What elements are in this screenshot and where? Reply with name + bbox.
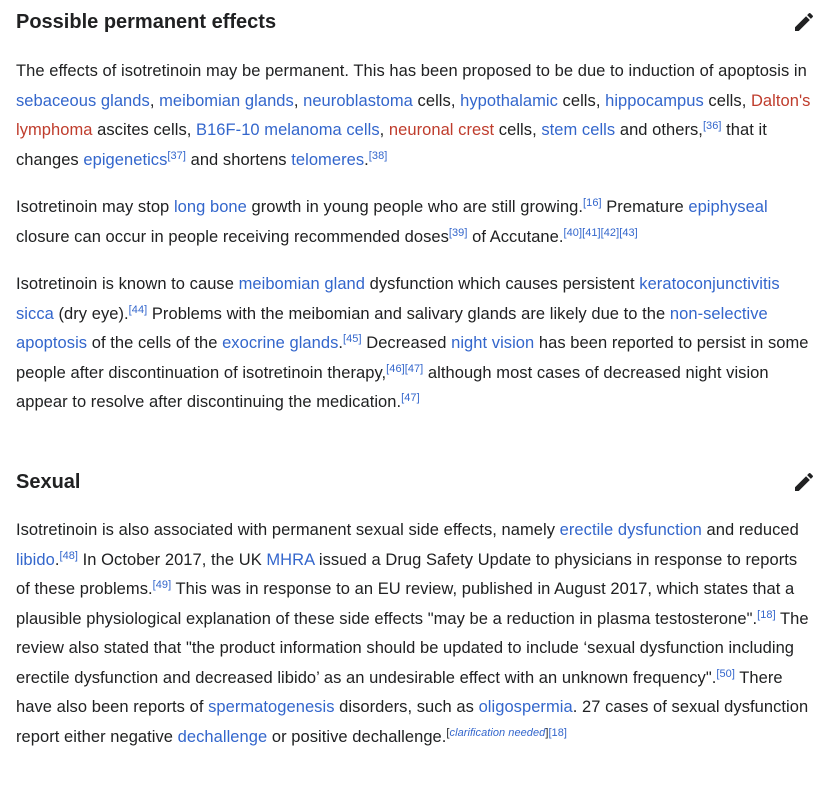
text: cells, (557, 91, 606, 110)
text: dysfunction which causes persistent (365, 275, 640, 293)
text: cells, (412, 91, 461, 110)
text: Premature (601, 198, 689, 216)
link-epigenetics[interactable]: epigenetics (83, 150, 168, 169)
text: that it changes (16, 121, 767, 169)
citation-37[interactable]: [37] (167, 149, 186, 162)
citation-39[interactable]: [39] (448, 226, 468, 239)
text: The effects of isotretinoin may be permanent. This has been proposed to be due to induction of apoptosis in (16, 62, 807, 80)
text: and reduced (701, 521, 799, 539)
citation-42[interactable]: [42] (600, 226, 620, 239)
link-sebaceous-glands[interactable]: sebaceous glands (16, 91, 150, 110)
text: The review also stated that "the product information should be updated to include ‘sexual dysfunction including erectile dysfunction and decreased libido’ as an undesirable effect with an unknown frequency". (16, 609, 809, 687)
paragraph-sexual-effects (16, 516, 814, 752)
text: In October 2017, the UK (78, 550, 267, 569)
link-stem-cells[interactable]: stem cells (541, 121, 616, 139)
citation-16[interactable]: [16] (583, 197, 602, 209)
citation-47[interactable]: [47] (401, 392, 420, 404)
citation-46[interactable]: [46] (386, 362, 405, 375)
text: cells, (494, 121, 542, 139)
link-dechallenge[interactable]: dechallenge (177, 727, 268, 746)
section-possible-permanent-effects (16, 8, 814, 36)
clarification-bracket: ] (545, 726, 549, 739)
text: Problems with the meibomian and salivary glands are likely due to the (147, 304, 670, 323)
text: although most cases of decreased night vision appear to resolve after discontinuing the medication. (16, 363, 769, 411)
text: There have also been reports of (16, 668, 783, 716)
edit-section-button[interactable] (792, 470, 816, 494)
pencil-icon (792, 10, 816, 34)
link-mhra[interactable]: MHRA (266, 550, 315, 569)
link-telomeres[interactable]: telomeres (291, 150, 365, 169)
citation-43[interactable]: [43] (619, 226, 638, 239)
text: Decreased (361, 334, 452, 352)
link-libido[interactable]: libido (16, 550, 55, 569)
text: closure can occur in people receiving recommended doses (16, 227, 449, 246)
link-erectile-dysfunction[interactable]: erectile dysfunction (559, 521, 702, 539)
citation-18[interactable]: [18] (757, 608, 776, 621)
text: has been reported to persist in some people after discontinuation of isotretinoin therapy, (16, 334, 809, 382)
link-exocrine-glands[interactable]: exocrine glands (222, 334, 339, 352)
redlink-daltons-lymphoma[interactable]: Dalton's lymphoma (16, 91, 811, 139)
text: . (54, 550, 60, 569)
citation-47[interactable]: [47] (404, 362, 424, 375)
heading-text: Possible permanent effects (16, 11, 277, 33)
edit-section-button[interactable] (792, 10, 816, 34)
citation-50[interactable]: [50] (716, 667, 735, 680)
text: Isotretinoin is known to cause (16, 275, 239, 293)
link-meibomian-gland[interactable]: meibomian gland (238, 275, 366, 293)
text: . (338, 334, 344, 352)
clarification-bracket: [ (446, 726, 450, 739)
text: of the cells of the (87, 334, 223, 352)
link-spermatogenesis[interactable]: spermatogenesis (208, 698, 335, 716)
citation-38[interactable]: [38] (368, 149, 388, 162)
link-long-bone[interactable]: long bone (173, 198, 247, 216)
link-hypothalamic[interactable]: hypothalamic (460, 91, 558, 110)
section-heading (16, 468, 814, 496)
clarification-needed-link[interactable]: clarification needed (449, 726, 546, 739)
text: and others, (615, 121, 703, 139)
text: , (293, 91, 304, 110)
text: , (149, 91, 160, 110)
text: . 27 cases of sexual dysfunction report either negative (16, 698, 809, 746)
text: of Accutane. (467, 227, 564, 246)
text: Isotretinoin may stop (16, 198, 174, 216)
citation-40[interactable]: [40] (563, 226, 583, 239)
pencil-icon (792, 470, 816, 494)
link-meibomian-glands[interactable]: meibomian glands (159, 91, 294, 110)
heading-text: Sexual (16, 471, 81, 493)
citation-18[interactable]: [18] (548, 726, 567, 739)
citation-49[interactable]: [49] (152, 579, 172, 591)
text: and shortens (185, 150, 292, 169)
citation-44[interactable]: [44] (128, 303, 148, 316)
link-b16f10-melanoma-cells[interactable]: B16F-10 melanoma cells (196, 121, 380, 139)
link-night-vision[interactable]: night vision (451, 334, 535, 352)
redlink-neuronal-crest[interactable]: neuronal crest (388, 121, 495, 139)
link-epiphyseal[interactable]: epiphyseal (688, 198, 768, 216)
text: growth in young people who are still growing. (246, 198, 584, 216)
text: or positive dechallenge. (267, 727, 447, 746)
text: . (364, 150, 369, 169)
citation-45[interactable]: [45] (343, 333, 362, 345)
text: issued a Drug Safety Update to physicians in response to reports of these problems. (16, 550, 798, 598)
text: disorders, such as (334, 698, 479, 716)
text: ascites cells, (92, 121, 197, 139)
citation-36[interactable]: [36] (702, 120, 722, 132)
text: , (379, 121, 389, 139)
text: This was in response to an EU review, published in August 2017, which states that a plausible physiological explanation of these side effects "may be a reduction in plasma testosterone". (16, 580, 795, 628)
citation-41[interactable]: [41] (582, 226, 601, 239)
link-keratoconjunctivitis-sicca[interactable]: keratoconjunctivitis sicca (16, 275, 780, 323)
text: (dry eye). (53, 304, 129, 323)
link-hippocampus[interactable]: hippocampus (605, 91, 704, 110)
paragraph-apoptosis (16, 57, 814, 175)
link-oligospermia[interactable]: oligospermia (478, 698, 573, 716)
section-heading (16, 8, 814, 36)
text: Isotretinoin is also associated with permanent sexual side effects, namely (16, 521, 560, 539)
citation-48[interactable]: [48] (59, 549, 79, 562)
section-sexual (16, 468, 814, 496)
text: cells, (703, 91, 751, 110)
link-neuroblastoma[interactable]: neuroblastoma (303, 91, 413, 110)
paragraph-bone-growth (16, 193, 814, 252)
link-non-selective-apoptosis[interactable]: non-selective apoptosis (16, 304, 768, 352)
paragraph-dry-eye (16, 270, 814, 418)
